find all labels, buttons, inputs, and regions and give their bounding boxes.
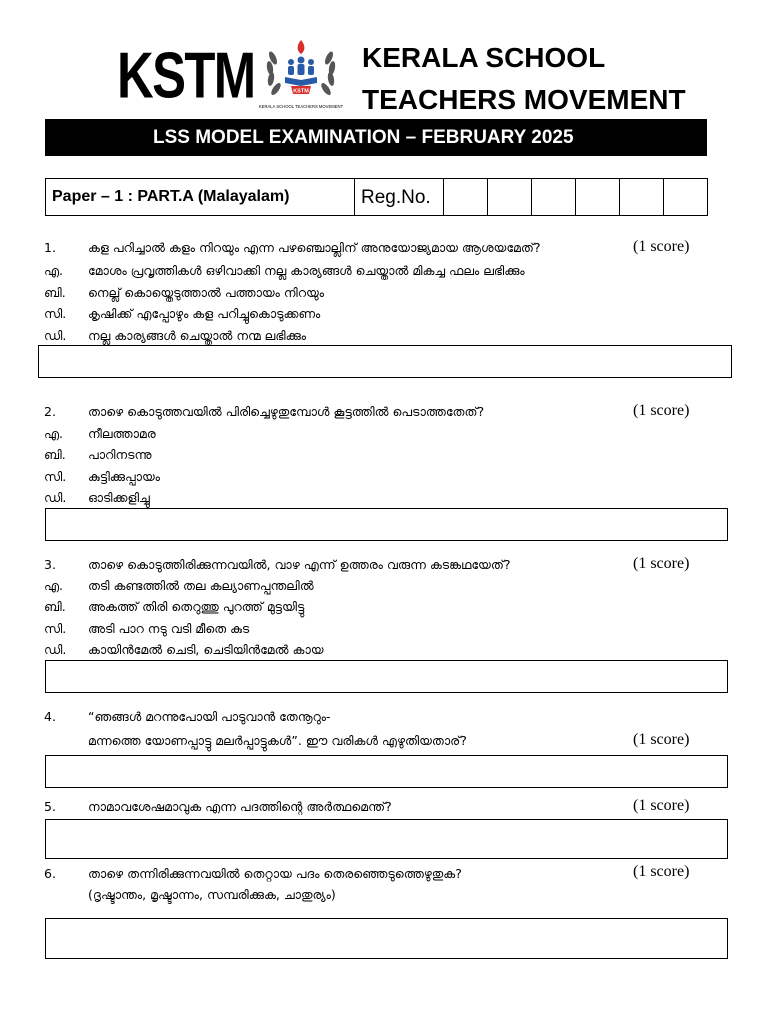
question-score: (1 score) (633, 863, 690, 880)
kstm-emblem-logo (259, 36, 343, 112)
option-text: കൃഷിക്ക് എപ്പോഴും കള പറിച്ചുകൊടുക്കണം (88, 306, 321, 321)
option-text: ഓടിക്കളിച്ചു (88, 490, 150, 505)
question-text: താഴെ തന്നിരിക്കുന്നവയിൽ തെറ്റായ പദം തെരഞ്ഞെടുത്തെഴുതുക? (88, 866, 462, 881)
option-label: ബി. (44, 599, 66, 614)
regno-cell[interactable] (488, 179, 532, 215)
option-text: നെല്ല് കൊയ്തെടുത്താൽ പത്തായം നിറയും (88, 285, 324, 300)
question-number: 3. (44, 557, 56, 572)
emblem-badge-text: KSTM (293, 88, 309, 95)
option-label: ഡി. (44, 328, 67, 343)
answer-box[interactable] (45, 918, 728, 959)
option-text: തടി കണ്ടത്തിൽ തല കല്യാണപ്പന്തലിൽ (88, 578, 314, 593)
option-label: എ. (44, 578, 64, 593)
answer-box[interactable] (38, 345, 732, 378)
paper-info-table (45, 178, 708, 216)
paper-title: Paper – 1 : PART.A (Malayalam) (46, 179, 355, 215)
regno-cell[interactable] (664, 179, 707, 215)
option-label: സി. (44, 469, 67, 484)
option-label: എ. (44, 263, 64, 278)
question-number: 1. (44, 240, 56, 255)
question-score: (1 score) (633, 402, 690, 419)
option-label: ഡി. (44, 490, 67, 505)
regno-cell[interactable] (532, 179, 576, 215)
regno-label: Reg.No. (355, 179, 444, 215)
option-text: പാറിനടന്നു (88, 447, 152, 462)
answer-box[interactable] (45, 508, 728, 541)
question-text: താഴെ കൊടുത്തവയിൽ പിരിച്ചെഴുതുമ്പോൾ കൂട്ടത്തിൽ പെടാത്തതേത്? (88, 404, 485, 419)
option-label: ഡി. (44, 642, 67, 657)
question-score: (1 score) (633, 797, 690, 814)
exam-title-banner: LSS MODEL EXAMINATION – FEBRUARY 2025 (45, 119, 707, 156)
option-text: നീലത്താമര (88, 426, 156, 441)
question-text-line2: മന്നത്തെ യോണപ്പാട്ടു മലർപ്പാട്ടുകൾ”. ഈ വരികൾ എഴുതിയതാര്? (88, 733, 467, 748)
question-text: താഴെ കൊടുത്തിരിക്കുന്നവയിൽ, വാഴ എന്ന് ഉത്തരം വരുന്ന കടങ്കഥയേത്? (88, 557, 511, 572)
question-text: “ഞങ്ങൾ മറന്നുപോയി പാടുവാൻ തേനൂറും- (88, 709, 331, 724)
option-label: എ. (44, 426, 64, 441)
option-label: സി. (44, 621, 67, 636)
answer-box[interactable] (45, 755, 728, 788)
option-text: അകത്ത് തിരി തെറുത്തു പുറത്ത് മുട്ടയിട്ടു (88, 599, 305, 614)
option-label: ബി. (44, 285, 66, 300)
option-text: കായിൻമേൽ ചെടി, ചെടിയിൻമേൽ കായ (88, 642, 324, 657)
question-number: 5. (44, 799, 56, 814)
regno-cell[interactable] (444, 179, 488, 215)
option-label: സി. (44, 306, 67, 321)
question-number: 4. (44, 709, 56, 724)
option-text: നല്ല കാര്യങ്ങൾ ചെയ്താൽ നന്മ ലഭിക്കും (88, 328, 307, 343)
answer-box[interactable] (45, 819, 728, 859)
question-text-line2: (ദൃഷ്ടാന്തം, മൃഷ്ടാന്നം, സമ്പരിക്കുക, ചാതുര്യം) (88, 887, 336, 902)
regno-cell[interactable] (576, 179, 620, 215)
option-text: മോശം പ്രവൃത്തികൾ ഒഴിവാക്കി നല്ല കാര്യങ്ങൾ ചെയ്താൽ മികച്ച ഫലം ലഭിക്കും (88, 263, 525, 278)
option-text: കുട്ടിക്കുപ്പായം (88, 469, 161, 484)
question-text: കള പറിച്ചാൽ കളം നിറയും എന്ന പഴഞ്ചൊല്ലിന് അനുയോജ്യമായ ആശയമേത്? (88, 240, 541, 255)
kstm-logo: KSTM (117, 39, 255, 113)
question-score: (1 score) (633, 731, 690, 748)
org-name-line1: KERALA SCHOOL (362, 42, 606, 73)
org-name-line2: TEACHERS MOVEMENT (362, 84, 686, 115)
regno-cell[interactable] (620, 179, 664, 215)
option-label: ബി. (44, 447, 66, 462)
question-text: നാമാവശേഷമാവുക എന്ന പദത്തിന്റെ അർത്ഥമെന്ത്? (88, 799, 392, 814)
question-number: 2. (44, 404, 56, 419)
answer-box[interactable] (45, 660, 728, 693)
question-score: (1 score) (633, 555, 690, 572)
option-text: അടി പാറ നടു വടി മീതെ കുട (88, 621, 250, 636)
question-number: 6. (44, 866, 56, 881)
question-score: (1 score) (633, 238, 690, 255)
emblem-caption: KERALA SCHOOL TEACHERS MOVEMENT (259, 104, 343, 109)
